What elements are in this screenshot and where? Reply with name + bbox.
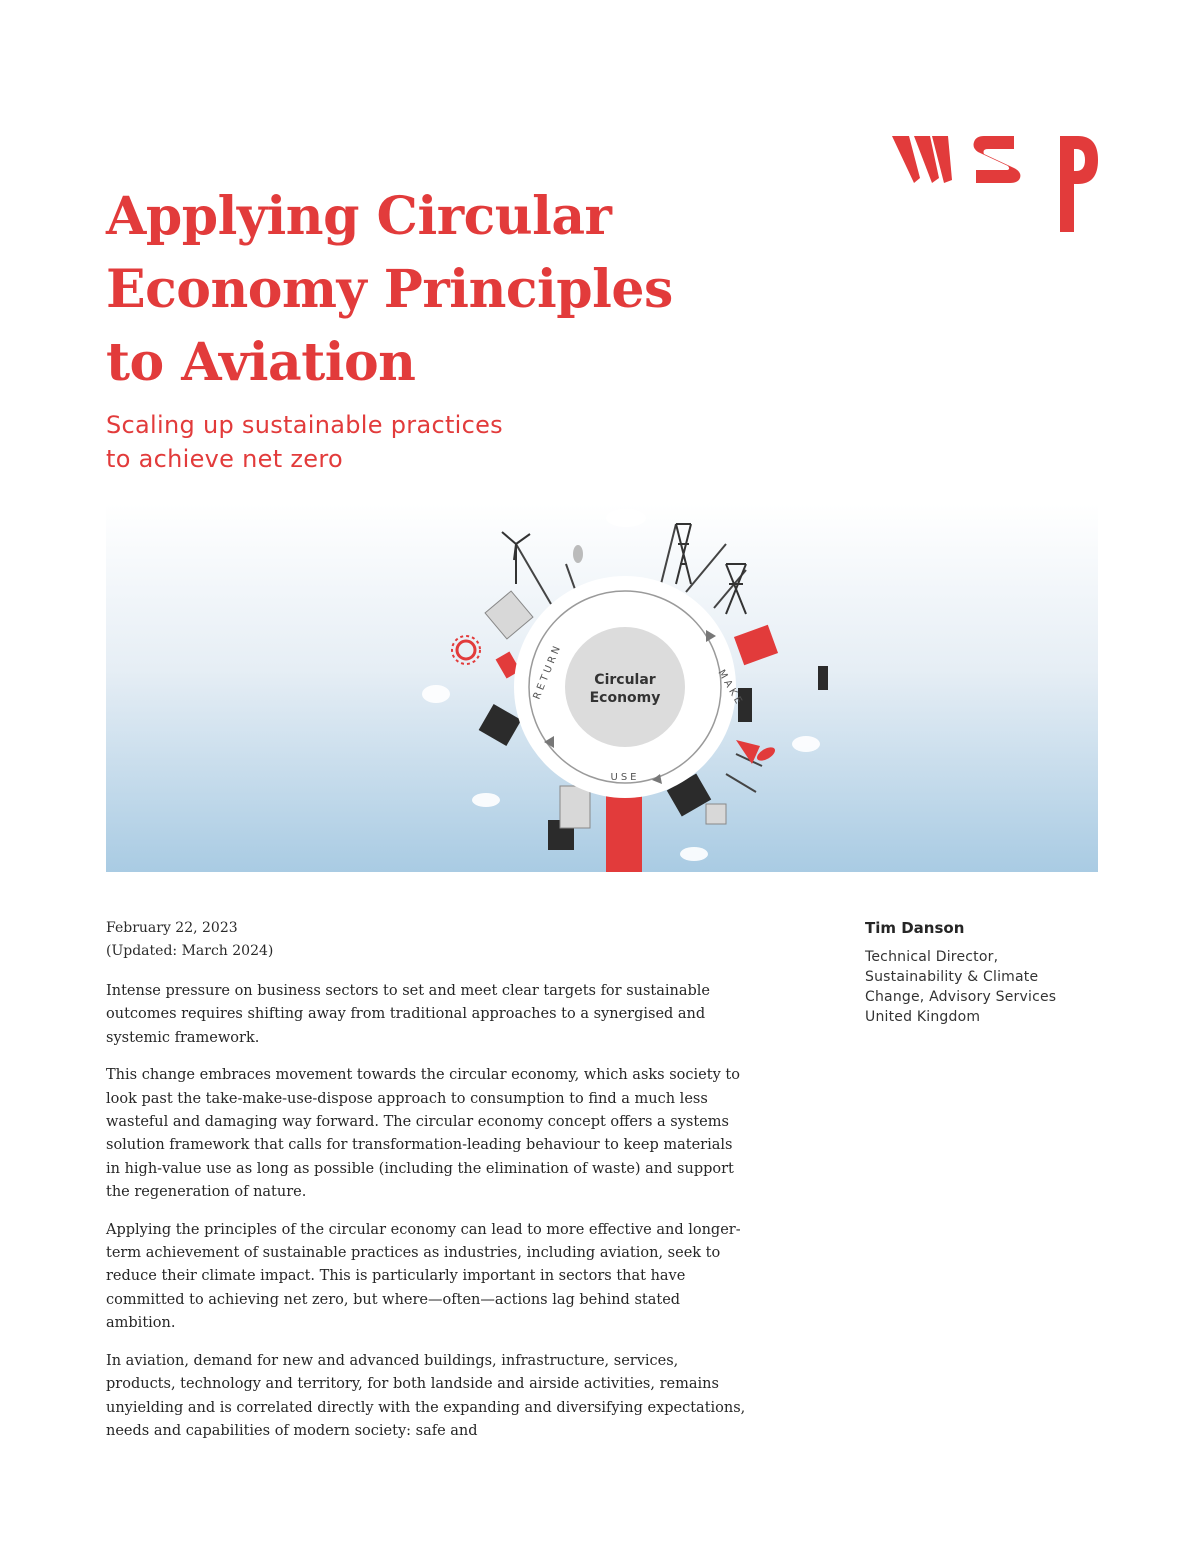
publish-date: February 22, 2023 <box>106 920 238 936</box>
publication-dates <box>106 917 273 963</box>
wind-turbine-icon <box>502 532 530 584</box>
diagram-center-label: Economy <box>589 690 661 706</box>
sun-icon <box>452 636 480 664</box>
subtitle-line: to achieve net zero <box>106 445 343 473</box>
author-block <box>865 917 1105 1027</box>
author-role-line: Change, Advisory Services <box>865 989 1057 1005</box>
author-role-line: Sustainability & Climate <box>865 969 1039 985</box>
body-paragraph: Applying the principles of the circular economy can lead to more effective and longer-term achievement of sustainable practices as industries, including aviation, seek to reduce their climate impact. This is particularly important in sectors that have committed to achieving net zero, but where—often—actions lag behind stated ambition. <box>106 1221 741 1332</box>
author-role-line: United Kingdom <box>865 1009 981 1025</box>
author-name: Tim Danson <box>865 919 965 937</box>
subtitle-line: Scaling up sustainable practices <box>106 411 503 439</box>
diagram-label-use: USE <box>610 772 640 783</box>
body-paragraph: This change embraces movement towards the circular economy, which asks society to look past the take-make-use-dispose approach to consumption to find a much less wasteful and damaging way forward. The circular economy concept offers a systems solution framework that calls for transformation-leading behaviour to keep materials in high-value use as long as possible (including the elimination of waste) and support the regeneration of nature. <box>106 1067 740 1201</box>
diagram-label-make: MAKE <box>715 668 746 709</box>
title-line: Economy Principles <box>106 259 673 320</box>
diagram-center-label: Circular <box>594 672 656 688</box>
page-title <box>106 180 673 399</box>
article-body <box>106 980 746 1457</box>
diagram-label-return: RETURN <box>531 642 564 702</box>
page-subtitle <box>106 408 503 476</box>
title-line: to Aviation <box>106 332 416 393</box>
title-line: Applying Circular <box>106 186 612 247</box>
updated-date: (Updated: March 2024) <box>106 943 274 959</box>
author-role-line: Technical Director, <box>865 949 999 965</box>
body-paragraph: Intense pressure on business sectors to set and meet clear targets for sustainable outcomes requires shifting away from traditional approaches to a synergised and systemic framework. <box>106 983 711 1046</box>
author-role <box>865 947 1105 1027</box>
circular-economy-diagram <box>106 504 1098 872</box>
hero-illustration <box>106 504 1098 872</box>
wsp-logo <box>892 128 1098 232</box>
body-paragraph: In aviation, demand for new and advanced buildings, infrastructure, services, products, technology and territory, for both landside and airside activities, remains unyielding and is correlated directly with the expanding and diversifying expectations, needs and capabilities of modern society: safe and <box>106 1352 746 1439</box>
logo-text: wsp <box>892 128 895 129</box>
